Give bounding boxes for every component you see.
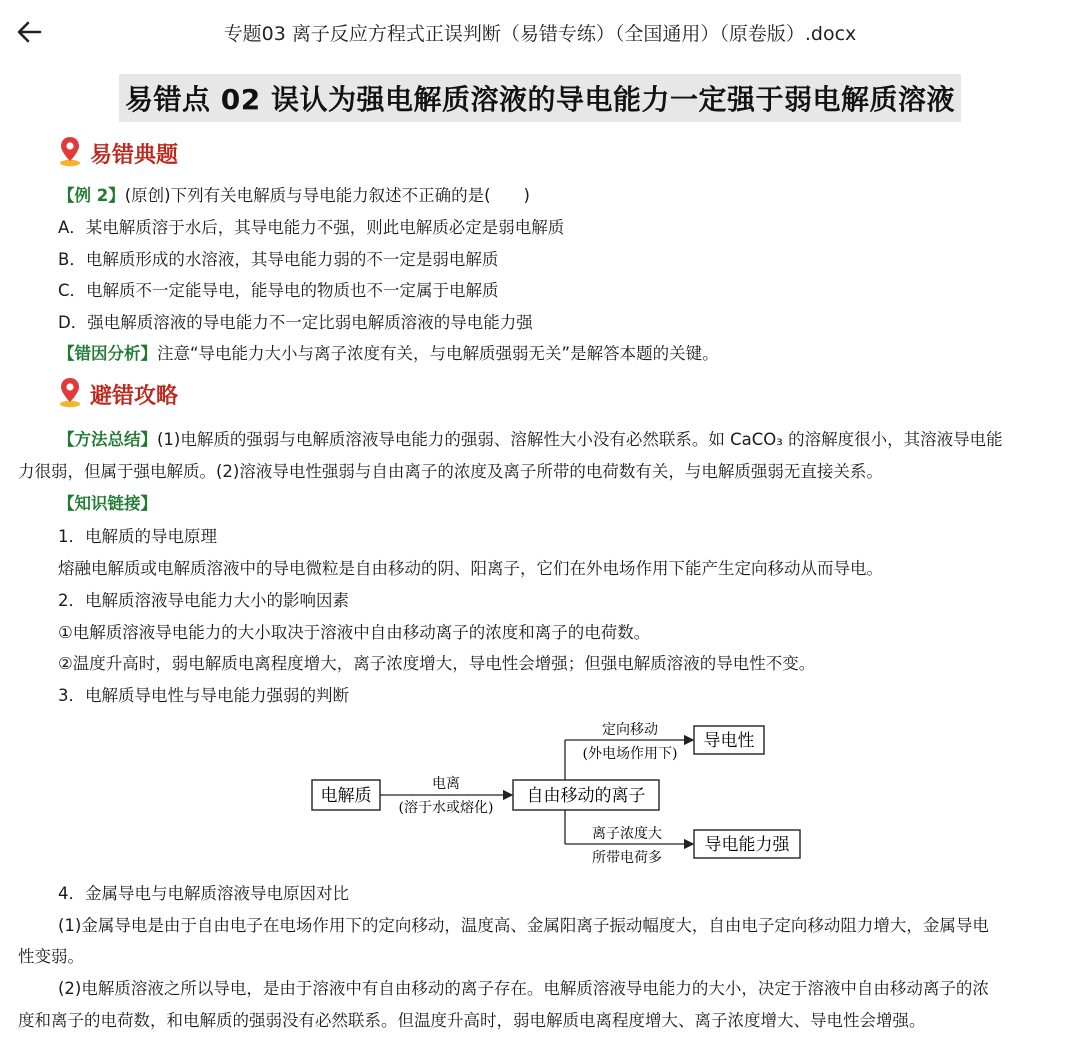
main-heading: 易错点 02 误认为强电解质溶液的导电能力一定强于弱电解质溶液 [119, 74, 961, 122]
location-pin-icon [58, 135, 82, 167]
knowledge-tag-label: 【知识链接】 [58, 494, 157, 513]
error-analysis [58, 343, 719, 365]
k2-text-1: ①电解质溶液导电能力的大小取决于溶液中自由移动离子的浓度和离子的电荷数。 [58, 623, 651, 642]
upper-bottom-label: (外电场作用下) [582, 746, 678, 762]
arrow1-bottom-label: (溶于水或熔化) [398, 800, 494, 816]
arrow1-top-label: 电离 [432, 776, 460, 792]
section-title: 易错典题 [90, 143, 179, 168]
node-conductivity: 导电性 [703, 731, 755, 751]
lower-top-label: 离子浓度大 [592, 826, 662, 842]
location-pin-icon [58, 376, 82, 408]
k4-p1-line2: 性变弱。 [18, 947, 84, 966]
node-electrolyte: 电解质 [320, 786, 372, 806]
method-summary [58, 429, 1003, 451]
k4-p1-line1: (1)金属导电是由于自由电子在电场作用下的定向移动，温度高、金属阳离子振动幅度大，自由电子定向移动阻力增大，金属导电 [58, 916, 989, 935]
k1-title: 1．电解质的导电原理 [58, 527, 217, 546]
node-strong: 导电能力强 [704, 835, 790, 855]
option-d: D．强电解质溶液的导电能力不一定比弱电解质溶液的导电能力强 [58, 313, 533, 332]
k2-title: 2．电解质溶液导电能力大小的影响因素 [58, 591, 349, 610]
method-tag: 【方法总结】 [58, 430, 157, 449]
conductivity-flow-diagram [300, 718, 820, 878]
k3-title: 3．电解质导电性与导电能力强弱的判断 [58, 686, 349, 705]
option-b: B．电解质形成的水溶液，其导电能力弱的不一定是弱电解质 [58, 250, 499, 269]
knowledge-tag [58, 493, 157, 515]
upper-top-label: 定向移动 [602, 722, 658, 738]
example-tag: 【例 2】 [58, 186, 125, 205]
node-ions: 自由移动的离子 [526, 786, 646, 806]
option-a: A．某电解质溶于水后，其导电能力不强，则此电解质必定是弱电解质 [58, 218, 565, 237]
method-text-2: 力很弱，但属于强电解质。(2)溶液导电性强弱与自由离子的浓度及离子所带的电荷数有关，与电解质强弱无直接关系。 [18, 462, 883, 481]
method-text-1: (1)电解质的强弱与电解质溶液导电能力的强弱、溶解性大小没有必然联系。如 CaCO₃ 的溶解度很小，其溶液导电能 [157, 430, 1003, 449]
option-c: C．电解质不一定能导电，能导电的物质也不一定属于电解质 [58, 281, 499, 300]
analysis-text: 注意“导电能力大小与离子浓度有关，与电解质强弱无关”是解答本题的关键。 [157, 344, 719, 363]
k4-p2-line2: 度和离子的电荷数，和电解质的强弱没有必然联系。但温度升高时，弱电解质电离程度增大、离子浓度增大、导电性会增强。 [18, 1011, 926, 1030]
example-question [58, 185, 530, 207]
k4-title: 4．金属导电与电解质溶液导电原因对比 [58, 884, 349, 903]
lower-bottom-label: 所带电荷多 [592, 850, 662, 866]
document-title: 专题03 离子反应方程式正误判断（易错专练）（全国通用）（原卷版）.docx [223, 23, 857, 45]
k2-text-2: ②温度升高时，弱电解质电离程度增大，离子浓度增大，导电性会增强；但强电解质溶液的导电性不变。 [58, 654, 816, 673]
section-title: 避错攻略 [90, 384, 179, 409]
k1-text: 熔融电解质或电解质溶液中的导电微粒是自由移动的阴、阳离子，它们在外电场作用下能产生定向移动从而导电。 [58, 559, 883, 578]
k4-p2-line1: (2)电解质溶液之所以导电，是由于溶液中有自由移动的离子存在。电解质溶液导电能力的大小，决定于溶液中自由移动离子的浓 [58, 979, 989, 998]
analysis-tag: 【错因分析】 [58, 344, 157, 363]
top-bar [0, 0, 1080, 64]
heading-container [0, 74, 1080, 122]
example-text: (原创)下列有关电解质与导电能力叙述不正确的是( ) [124, 186, 530, 205]
